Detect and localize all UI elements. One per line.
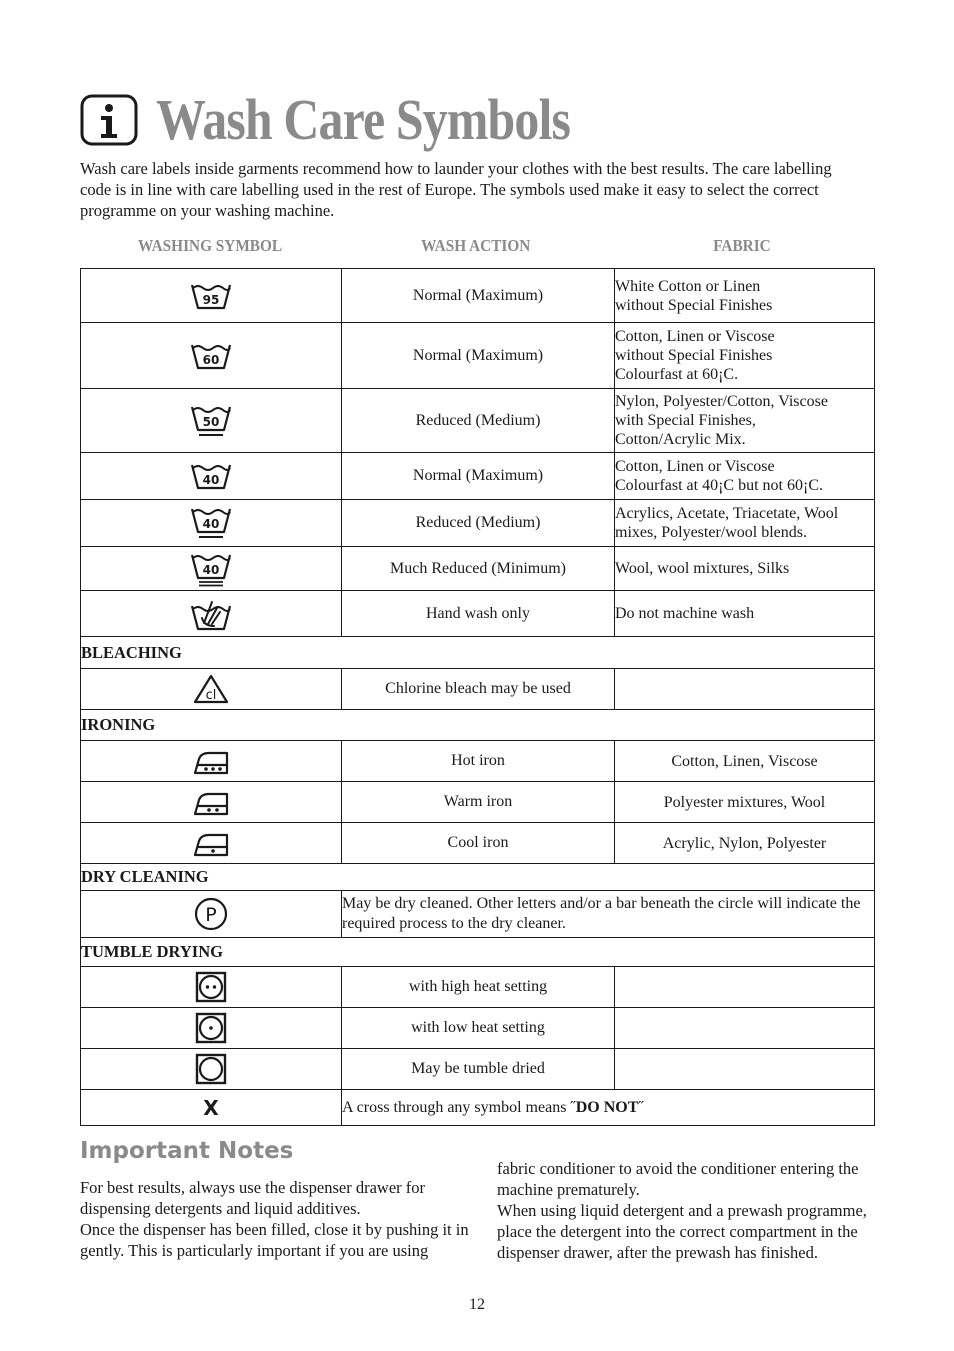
fabric-description: Wool, wool mixtures, Silks — [615, 547, 875, 591]
wash-tub-40-double-bar-icon — [190, 551, 232, 587]
table-row — [81, 1049, 875, 1090]
table-row — [81, 741, 875, 782]
tumble-dry-high-icon — [195, 971, 227, 1003]
table-row — [81, 782, 875, 823]
notes-title: Important Notes — [80, 1138, 294, 1164]
wash-temp-label: 40 — [202, 562, 220, 577]
symbol-cell — [81, 1090, 342, 1126]
tumble-action: with high heat setting — [342, 967, 615, 1008]
wash-tub-50-bar-icon — [190, 403, 232, 439]
fabric-description: Cotton, Linen, Viscose — [615, 741, 875, 782]
tumble-dry-icon — [195, 1053, 227, 1085]
table-row — [81, 938, 875, 967]
symbol-cell — [81, 500, 342, 547]
wash-tub-40-bar-icon — [190, 505, 232, 541]
table-row — [81, 864, 875, 891]
column-header-symbol: WASHING SYMBOL — [138, 236, 283, 255]
wash-action: Normal (Maximum) — [342, 453, 615, 500]
table-row — [81, 453, 875, 500]
fabric-description: Nylon, Polyester/Cotton, Viscose with Special Finishes, Cotton/Acrylic Mix. — [615, 389, 875, 453]
dry-clean-circle-icon — [193, 896, 229, 932]
wash-temp-label: 40 — [202, 473, 220, 487]
page-number: 12 — [469, 1296, 485, 1313]
section-heading-ironing: IRONING — [81, 710, 875, 741]
table-row — [81, 1090, 875, 1126]
symbol-cell — [81, 591, 342, 637]
iron-cool-icon — [191, 827, 231, 859]
fabric-description: Polyester mixtures, Wool — [615, 782, 875, 823]
cross-closing-mark: ˝ — [638, 1098, 644, 1116]
table-row — [81, 637, 875, 669]
wash-temp-label: 95 — [202, 292, 220, 307]
symbol-cell — [81, 1049, 342, 1090]
symbol-cell — [81, 389, 342, 453]
dry-clean-description: May be dry cleaned. Other letters and/or a bar beneath the circle will indicate the required process to the dry cleaner. — [342, 891, 875, 938]
symbol-cell — [81, 547, 342, 591]
symbol-cell — [81, 269, 342, 323]
cross-emphasis: DO NOT — [575, 1098, 639, 1116]
notes-paragraph: For best results, always use the dispenser drawer for dispensing detergents and liquid additives. — [80, 1178, 426, 1218]
table-row — [81, 323, 875, 389]
table-row — [81, 500, 875, 547]
iron-hot-icon — [191, 745, 231, 777]
tumble-dry-low-icon — [195, 1012, 227, 1044]
cross-description — [342, 1090, 875, 1126]
wash-tub-95-icon — [190, 281, 232, 311]
page-title: Wash Care Symbols — [156, 87, 571, 152]
cross-text: A cross through any symbol means ˝ — [342, 1098, 576, 1116]
fabric-description-empty — [615, 1008, 875, 1049]
wash-action: Hand wash only — [342, 591, 615, 637]
notes-paragraph: Once the dispenser has been filled, close it by pushing it in gently. This is particularly important if you are using — [80, 1220, 469, 1260]
symbol-cell — [81, 782, 342, 823]
symbol-cell — [81, 741, 342, 782]
symbol-cell — [81, 891, 342, 938]
section-heading-bleaching: BLEACHING — [81, 637, 875, 669]
column-header-fabric: FABRIC — [713, 236, 771, 255]
notes-paragraph: fabric conditioner to avoid the conditioner entering the machine prematurely. — [497, 1159, 859, 1199]
table-row — [81, 967, 875, 1008]
fabric-description: Do not machine wash — [615, 591, 875, 637]
tumble-action: May be tumble dried — [342, 1049, 615, 1090]
tumble-action: with low heat setting — [342, 1008, 615, 1049]
wash-tub-60-icon — [190, 341, 232, 371]
notes-paragraph: When using liquid detergent and a prewash programme, place the detergent into the correct compartment in the dispenser drawer, after the prewash has finished. — [497, 1201, 867, 1262]
fabric-description: White Cotton or Linen without Special Finishes — [615, 269, 875, 323]
table-row — [81, 389, 875, 453]
symbol-cell — [81, 967, 342, 1008]
fabric-description: Cotton, Linen or Viscose Colourfast at 40¡C but not 60¡C. — [615, 453, 875, 500]
wash-action: Reduced (Medium) — [342, 389, 615, 453]
wash-temp-label: 60 — [202, 352, 220, 367]
iron-warm-icon — [191, 786, 231, 818]
care-symbol-table — [80, 268, 875, 1126]
table-row — [81, 823, 875, 864]
bleach-action: Chlorine bleach may be used — [342, 669, 615, 710]
chlorine-bleach-triangle-icon — [192, 673, 230, 705]
table-row — [81, 1008, 875, 1049]
fabric-description-empty — [615, 1049, 875, 1090]
hand-wash-icon — [190, 596, 232, 632]
fabric-description-empty — [615, 967, 875, 1008]
fabric-description: Cotton, Linen or Viscose without Special Finishes Colourfast at 60¡C. — [615, 323, 875, 389]
symbol-cell — [81, 453, 342, 500]
fabric-description: Acrylic, Nylon, Polyester — [615, 823, 875, 864]
section-heading-tumble-drying: TUMBLE DRYING — [81, 938, 875, 967]
section-heading-dry-cleaning: DRY CLEANING — [81, 864, 875, 891]
dry-clean-symbol-label: P — [205, 904, 217, 926]
symbol-cell — [81, 823, 342, 864]
column-header-action: WASH ACTION — [421, 236, 531, 255]
table-row — [81, 710, 875, 741]
wash-temp-label: 40 — [202, 517, 220, 531]
symbol-cell — [81, 1008, 342, 1049]
symbol-cell — [81, 323, 342, 389]
wash-action: Reduced (Medium) — [342, 500, 615, 547]
intro-paragraph: Wash care labels inside garments recommend how to launder your clothes with the best results. The care labelling code is in line with care labelling used in the rest of Europe. The symbols used make it easy to select the correct programme on your washing machine. — [80, 159, 832, 220]
iron-action: Hot iron — [342, 741, 615, 782]
notes-right-column — [497, 1158, 877, 1263]
wash-action: Much Reduced (Minimum) — [342, 547, 615, 591]
fabric-description-empty — [615, 669, 875, 710]
iron-action: Warm iron — [342, 782, 615, 823]
title-row — [80, 88, 637, 152]
table-row — [81, 591, 875, 637]
table-row — [81, 269, 875, 323]
info-icon — [80, 94, 138, 146]
table-row — [81, 547, 875, 591]
table-row — [81, 669, 875, 710]
symbol-cell — [81, 669, 342, 710]
iron-action: Cool iron — [342, 823, 615, 864]
wash-tub-40-icon — [190, 461, 232, 491]
cross-icon: X — [203, 1095, 219, 1120]
notes-left-column — [80, 1177, 470, 1261]
bleach-symbol-label: cl — [205, 688, 217, 703]
wash-temp-label: 50 — [202, 414, 220, 429]
wash-action: Normal (Maximum) — [342, 323, 615, 389]
table-row — [81, 891, 875, 938]
fabric-description: Acrylics, Acetate, Triacetate, Wool mixes, Polyester/wool blends. — [615, 500, 875, 547]
wash-action: Normal (Maximum) — [342, 269, 615, 323]
